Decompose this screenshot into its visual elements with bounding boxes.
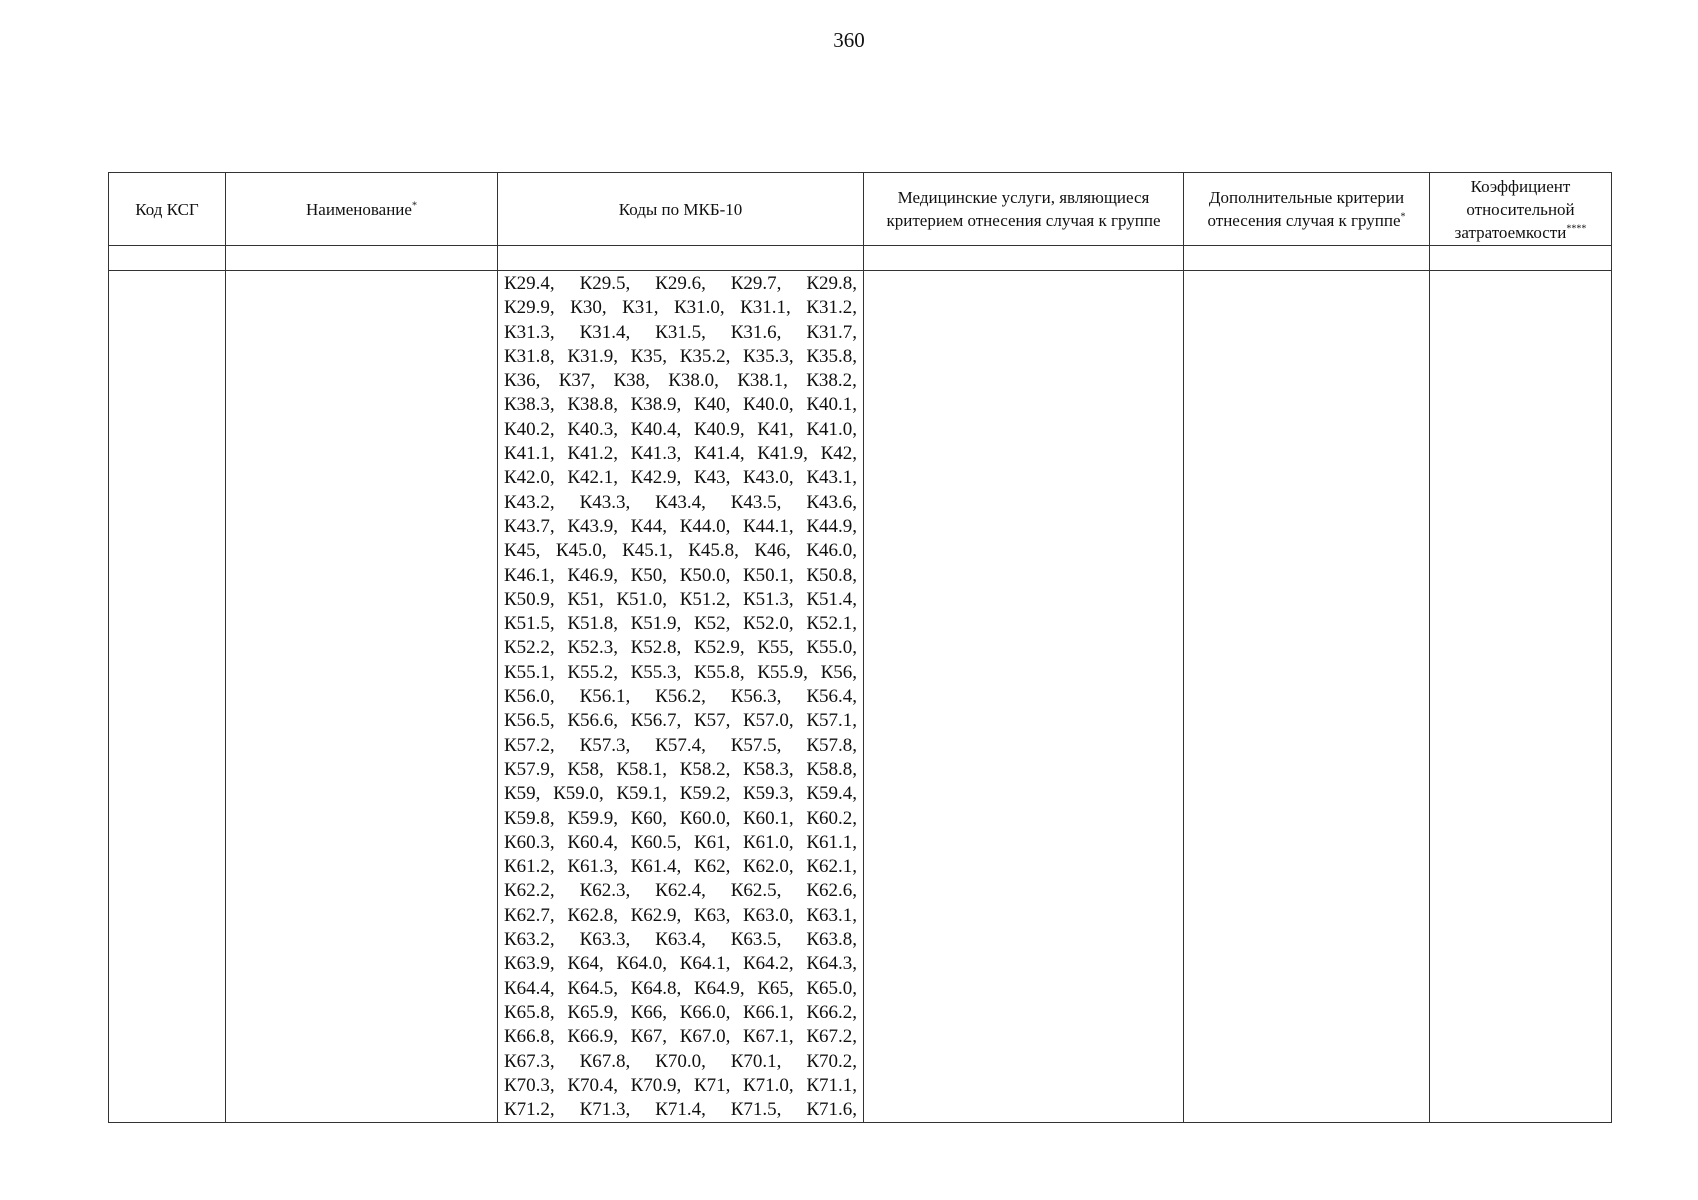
icd-code: К44, [630, 515, 668, 537]
icd-code: К61.3, [567, 856, 618, 878]
spacer-cell [109, 246, 226, 271]
icd-code: К43.9, [567, 515, 618, 537]
icd-code: К31.4, [579, 321, 631, 343]
header-cost-coefficient-text: Коэффициент относительной затратоемкости [1454, 176, 1575, 242]
icd-code: К59.4, [806, 783, 857, 805]
header-name-note: * [411, 199, 417, 211]
icd-code: К38.2, [806, 370, 857, 392]
icd-code: К64.8, [630, 977, 682, 999]
icd-code: К70.0, [655, 1050, 706, 1072]
icd-code: К65.0, [806, 977, 857, 999]
icd-code: К59.8, [504, 807, 555, 829]
icd-code: К57.4, [655, 734, 706, 756]
icd-code-line [504, 515, 857, 539]
ksg-table [108, 172, 1612, 1123]
header-additional-criteria [1184, 173, 1430, 246]
icd-code: К31.8, [504, 345, 555, 367]
ksg-code-cell [109, 271, 226, 1123]
icd-code: К56.3, [730, 686, 782, 708]
icd-code: К40.4, [630, 418, 682, 440]
icd-code: К62.2, [504, 880, 555, 902]
icd-code: К31.6, [730, 321, 782, 343]
icd-code: К35.8, [806, 345, 857, 367]
icd-code: К42.0, [504, 467, 555, 489]
icd-code: К60.0, [679, 807, 731, 829]
icd-code-line [504, 321, 857, 345]
icd-code: К61, [693, 831, 731, 853]
icd-code: К29.9, [504, 297, 555, 319]
icd-code-line [504, 393, 857, 417]
icd-code: К51.3, [743, 588, 794, 610]
additional-criteria-cell [1184, 271, 1430, 1123]
icd-code: К52.3, [567, 637, 618, 659]
icd-codes-cell [498, 271, 864, 1123]
icd-code: К60, [630, 807, 668, 829]
icd-code: К70.2, [806, 1050, 857, 1072]
icd-code: К64.4, [504, 977, 555, 999]
icd-code: К70.3, [504, 1074, 555, 1096]
icd-code-line [504, 734, 857, 758]
medical-services-cell [864, 271, 1184, 1123]
icd-code: К29.5, [579, 273, 631, 294]
icd-code: К64.1, [679, 953, 731, 975]
icd-code: К38, [613, 370, 650, 392]
icd-code: К55.0, [806, 637, 857, 659]
icd-code: К44.0, [679, 515, 731, 537]
icd-code: К60.2, [806, 807, 857, 829]
icd-code: К43.3, [579, 491, 631, 513]
icd-code: К41.3, [630, 443, 682, 465]
icd-code-line [504, 564, 857, 588]
icd-code: К31.5, [655, 321, 706, 343]
icd-code-line [504, 345, 857, 369]
icd-code: К31.0, [673, 297, 725, 319]
icd-code-line [504, 418, 857, 442]
header-cost-coefficient [1430, 173, 1612, 246]
icd-code: К63.5, [730, 929, 782, 951]
icd-code: К66.0, [679, 1001, 731, 1023]
icd-code: К43.5, [730, 491, 782, 513]
icd-code: К51.9, [630, 613, 682, 635]
icd-code-line [504, 491, 857, 515]
icd-code: К52.2, [504, 637, 555, 659]
header-icd-codes-text: Коды по МКБ-10 [618, 199, 743, 219]
icd-code: К50.9, [504, 588, 555, 610]
icd-code: К59.0, [553, 783, 604, 805]
icd-code: К43.0, [743, 467, 794, 489]
icd-code: К57.8, [806, 734, 857, 756]
icd-code: К46.0, [806, 540, 857, 562]
icd-code: К29.7, [730, 273, 782, 294]
icd-code: К59.2, [679, 783, 731, 805]
icd-code: К66.9, [567, 1026, 618, 1048]
icd-code: К57.1, [806, 710, 857, 732]
icd-code: К65, [757, 977, 794, 999]
icd-code-line [504, 272, 857, 296]
icd-code-line [504, 369, 857, 393]
icd-code: К57.0, [743, 710, 794, 732]
icd-code: К42.9, [630, 467, 682, 489]
icd-code: К62.6, [806, 880, 857, 902]
icd-code: К70.4, [567, 1074, 618, 1096]
icd-code: К51.2, [679, 588, 731, 610]
icd-code: К40.0, [743, 394, 794, 416]
icd-code: К38.1, [737, 370, 788, 392]
icd-code: К44.1, [743, 515, 794, 537]
icd-code-line [504, 442, 857, 466]
icd-code: К63.0, [743, 904, 794, 926]
icd-code: К71, [693, 1074, 731, 1096]
icd-code-line [504, 296, 857, 320]
header-cost-coefficient-note: **** [1566, 222, 1587, 234]
icd-code: К71.2, [504, 1099, 555, 1121]
icd-code: К56.7, [630, 710, 682, 732]
icd-code: К62.7, [504, 904, 555, 926]
icd-code: К55.1, [504, 661, 555, 683]
icd-code: К57, [693, 710, 731, 732]
icd-code-line [504, 807, 857, 831]
page-number: 360 [833, 28, 865, 52]
cost-coefficient-cell [1430, 271, 1612, 1123]
icd-code: К60.3, [504, 831, 555, 853]
icd-code: К64.3, [806, 953, 857, 975]
icd-code: К67.0, [679, 1026, 731, 1048]
icd-code: К38.0, [668, 370, 719, 392]
icd-code: К67.2, [806, 1026, 857, 1048]
icd-code: К62.9, [630, 904, 682, 926]
icd-code: К43.7, [504, 515, 555, 537]
icd-code: К45.8, [688, 540, 739, 562]
icd-code: К29.4, [504, 273, 555, 294]
icd-code: К40.9, [693, 418, 745, 440]
icd-code-line [504, 661, 857, 685]
icd-code: К36, [504, 370, 541, 392]
icd-code: К62, [693, 856, 731, 878]
name-cell [226, 271, 498, 1123]
icd-code: К41, [757, 418, 794, 440]
icd-code: К57.5, [730, 734, 782, 756]
icd-codes-list [504, 272, 857, 1122]
icd-code: К35, [630, 345, 668, 367]
icd-code-line [504, 1001, 857, 1025]
icd-code: К60.4, [567, 831, 618, 853]
icd-code: К40, [693, 394, 731, 416]
icd-code: К71.6, [806, 1099, 857, 1121]
icd-code: К41.0, [806, 418, 857, 440]
icd-code: К43, [693, 467, 731, 489]
icd-code: К70.1, [730, 1050, 782, 1072]
icd-code-line [504, 1098, 857, 1122]
icd-code: К63.4, [655, 929, 706, 951]
icd-code: К61.4, [630, 856, 682, 878]
icd-code: К63.3, [579, 929, 631, 951]
header-ksg-code [109, 173, 226, 246]
header-name [226, 173, 498, 246]
icd-code: К71.0, [743, 1074, 794, 1096]
header-ksg-code-text: Код КСГ [135, 199, 199, 219]
icd-code: К35.2, [679, 345, 731, 367]
icd-code: К31.9, [567, 345, 618, 367]
icd-code-line [504, 636, 857, 660]
icd-code: К57.2, [504, 734, 555, 756]
icd-code: К56.6, [567, 710, 618, 732]
icd-code: К38.8, [567, 394, 618, 416]
icd-code: К31.2, [806, 297, 857, 319]
header-medical-services-text: Медицинские услуги, являющиеся критерием отнесения случая к группе [886, 188, 1161, 230]
icd-code: К30, [570, 297, 607, 319]
icd-code-line [504, 1074, 857, 1098]
table-header-row [109, 173, 1612, 246]
header-additional-criteria-note: * [1400, 211, 1406, 223]
icd-code: К67, [630, 1026, 668, 1048]
table-spacer-row [109, 246, 1612, 271]
header-name-text: Наименование [306, 199, 412, 219]
icd-code-line [504, 977, 857, 1001]
icd-code: К51.0, [616, 588, 668, 610]
icd-code: К43.2, [504, 491, 555, 513]
icd-code: К64, [567, 953, 604, 975]
icd-code: К45, [504, 540, 541, 562]
icd-code: К66.8, [504, 1026, 555, 1048]
icd-code: К62.3, [579, 880, 631, 902]
icd-code: К63.2, [504, 929, 555, 951]
icd-code-line [504, 612, 857, 636]
icd-code-line [504, 539, 857, 563]
icd-code-line [504, 685, 857, 709]
icd-code: К62.8, [567, 904, 618, 926]
icd-code: К61.2, [504, 856, 555, 878]
icd-code: К35.3, [743, 345, 794, 367]
icd-code: К65.8, [504, 1001, 555, 1023]
icd-code: К41.9, [757, 443, 808, 465]
icd-code: К67.3, [504, 1050, 555, 1072]
header-medical-services [864, 173, 1184, 246]
icd-code-line [504, 588, 857, 612]
icd-code-line [504, 855, 857, 879]
icd-code: К51, [567, 588, 604, 610]
icd-code: К52.9, [693, 637, 745, 659]
header-icd-codes [498, 173, 864, 246]
spacer-cell [498, 246, 864, 271]
icd-code: К42.1, [567, 467, 618, 489]
icd-code: К63.9, [504, 953, 555, 975]
icd-code: К55, [757, 637, 794, 659]
icd-code-line [504, 466, 857, 490]
icd-code-line [504, 709, 857, 733]
icd-code: К40.2, [504, 418, 555, 440]
icd-code: К38.9, [630, 394, 682, 416]
icd-code: К41.2, [567, 443, 618, 465]
icd-code: К67.1, [743, 1026, 794, 1048]
icd-code: К58.3, [743, 758, 794, 780]
icd-code: К51.5, [504, 613, 555, 635]
icd-code: К50.1, [743, 564, 794, 586]
icd-code: К50.0, [679, 564, 731, 586]
icd-code: К51.8, [567, 613, 618, 635]
icd-code-line [504, 879, 857, 903]
icd-code: К55.9, [757, 661, 808, 683]
icd-code-line [504, 758, 857, 782]
icd-code: К41.4, [693, 443, 745, 465]
spacer-cell [1184, 246, 1430, 271]
icd-code: К62.1, [806, 856, 857, 878]
icd-code: К64.2, [743, 953, 794, 975]
icd-code: К44.9, [806, 515, 857, 537]
icd-code: К29.8, [806, 273, 857, 294]
icd-code: К56.0, [504, 686, 555, 708]
icd-code: К57.9, [504, 758, 555, 780]
icd-code: К58.2, [679, 758, 731, 780]
icd-code-line [504, 1050, 857, 1074]
icd-code: К64.5, [567, 977, 618, 999]
icd-code: К59.9, [567, 807, 618, 829]
spacer-cell [1430, 246, 1612, 271]
icd-code-line [504, 928, 857, 952]
icd-code: К37, [558, 370, 596, 392]
icd-code: К55.3, [630, 661, 682, 683]
icd-code: К43.4, [655, 491, 706, 513]
icd-code: К29.6, [655, 273, 706, 294]
icd-code: К31.1, [740, 297, 791, 319]
icd-code: К52.8, [630, 637, 682, 659]
icd-code: К66.1, [743, 1001, 794, 1023]
icd-code: К52.1, [806, 613, 857, 635]
icd-code: К41.1, [504, 443, 555, 465]
table-row [109, 271, 1612, 1123]
icd-code: К56.2, [655, 686, 706, 708]
icd-code: К52, [693, 613, 731, 635]
icd-code: К55.8, [693, 661, 745, 683]
icd-code: К58.8, [806, 758, 857, 780]
icd-code: К63.1, [806, 904, 857, 926]
icd-code: К61.0, [743, 831, 794, 853]
icd-code: К63, [693, 904, 731, 926]
icd-code: К62.0, [743, 856, 794, 878]
icd-code: К60.5, [630, 831, 682, 853]
icd-code: К59, [504, 783, 541, 805]
icd-code: К52.0, [743, 613, 794, 635]
icd-code: К31.3, [504, 321, 555, 343]
icd-code: К59.3, [743, 783, 794, 805]
icd-code: К70.9, [630, 1074, 682, 1096]
icd-code: К50, [630, 564, 668, 586]
icd-code: К43.1, [806, 467, 857, 489]
icd-code: К38.3, [504, 394, 555, 416]
icd-code: К45.1, [622, 540, 673, 562]
icd-code-line [504, 831, 857, 855]
header-additional-criteria-text: Дополнительные критерии отнесения случая к группе [1207, 188, 1405, 230]
icd-code: К50.8, [806, 564, 857, 586]
icd-code: К58, [567, 758, 604, 780]
icd-code: К64.9, [693, 977, 745, 999]
icd-code: К42, [820, 443, 857, 465]
icd-code: К56, [820, 661, 857, 683]
icd-code: К71.1, [806, 1074, 857, 1096]
icd-code: К59.1, [616, 783, 668, 805]
icd-code: К40.1, [806, 394, 857, 416]
icd-code: К63.8, [806, 929, 857, 951]
icd-code: К46.9, [567, 564, 618, 586]
icd-code-line [504, 904, 857, 928]
icd-code: К43.6, [806, 491, 857, 513]
icd-code: К31.7, [806, 321, 857, 343]
icd-code: К66, [630, 1001, 668, 1023]
icd-code: К57.3, [579, 734, 631, 756]
icd-code: К56.4, [806, 686, 857, 708]
icd-code: К62.5, [730, 880, 782, 902]
icd-code: К62.4, [655, 880, 706, 902]
icd-code: К71.4, [655, 1099, 706, 1121]
icd-code: К64.0, [616, 953, 668, 975]
spacer-cell [226, 246, 498, 271]
icd-code: К65.9, [567, 1001, 618, 1023]
icd-code: К58.1, [616, 758, 668, 780]
icd-code: К31, [622, 297, 659, 319]
icd-code: К66.2, [806, 1001, 857, 1023]
spacer-cell [864, 246, 1184, 271]
icd-code: К60.1, [743, 807, 794, 829]
icd-code: К61.1, [806, 831, 857, 853]
icd-code: К56.1, [579, 686, 631, 708]
icd-code: К56.5, [504, 710, 555, 732]
icd-code-line [504, 782, 857, 806]
icd-code-line [504, 1025, 857, 1049]
icd-code-line [504, 952, 857, 976]
icd-code: К40.3, [567, 418, 618, 440]
icd-code: К67.8, [579, 1050, 631, 1072]
icd-code: К55.2, [567, 661, 618, 683]
icd-code: К71.3, [579, 1099, 631, 1121]
icd-code: К51.4, [806, 588, 857, 610]
icd-code: К45.0, [555, 540, 607, 562]
icd-code: К46.1, [504, 564, 555, 586]
icd-code: К46, [754, 540, 791, 562]
icd-code: К71.5, [730, 1099, 782, 1121]
